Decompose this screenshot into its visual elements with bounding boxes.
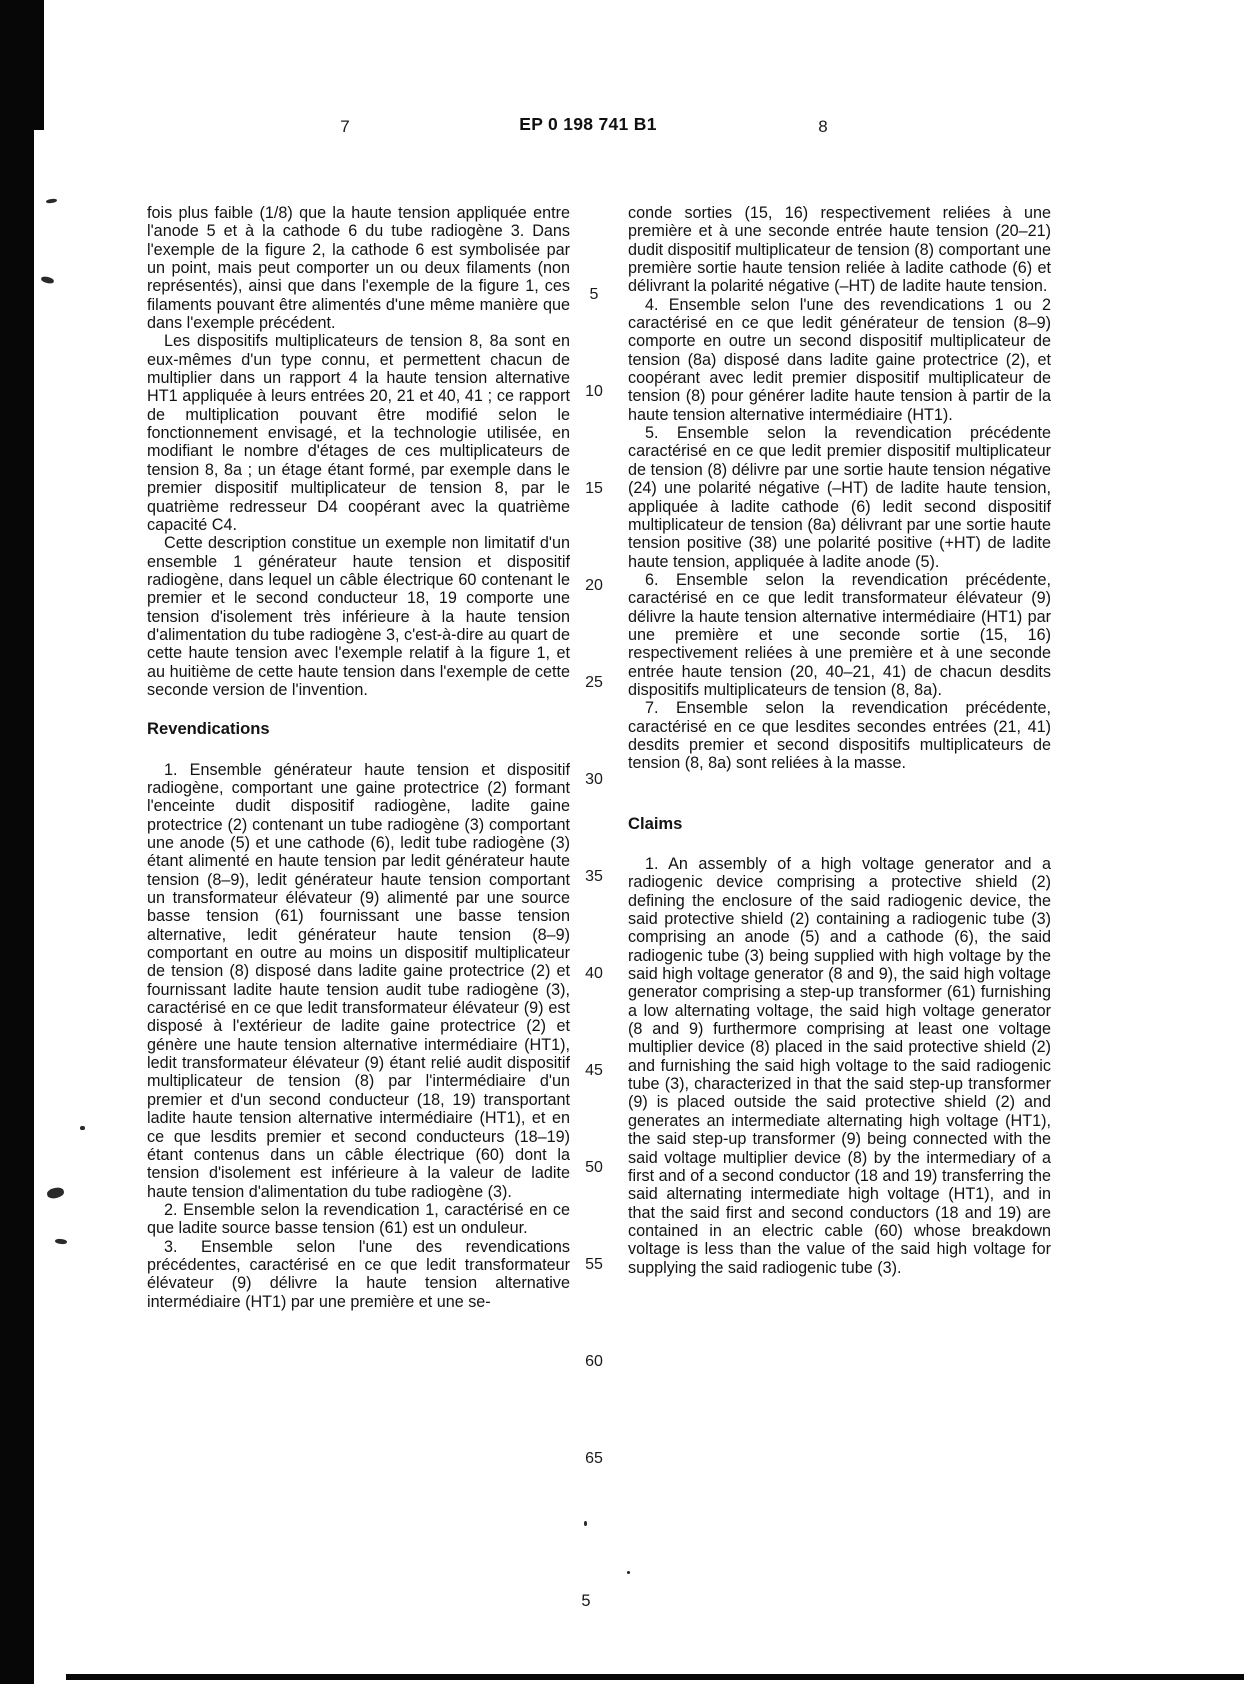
paragraph-description: Les dispositifs multiplicateurs de tension 8, 8a sont en eux-mêmes d'un type connu, et permettent chacun de multiplier dans un rapport 4 la haute tension alternative HT1 appliquée à leurs entrées 20, 21 et 40, 41 ; ce rapport de multiplication pouvant être modifié selon le fonctionnement envisagé, et la technologie utilisée, en modifiant le nombre d'étages de ces multiplicateurs de tension 8, 8a ; un étage étant formé, par exemple dans le premier dispositif multiplicateur de tension 8, par le quatrième redresseur D4 coopérant avec la quatrième capacité C4. — [147, 332, 570, 534]
gutter-line-number: 60 — [585, 1353, 603, 1370]
left-text-column — [147, 204, 570, 1311]
claim-fr-6: 6. Ensemble selon la revendication précédente, caractérisé en ce que ledit transformateur élévateur (9) délivre la haute tension alternative intermédiaire (HT1) par une première et une seconde sortie (15, 16) respectivement reliées à une première et à une seconde entrée haute tension (20, 40–21, 41) de chacun desdits dispositifs multiplicateurs de tension (8, 8a). — [628, 570, 1051, 699]
scan-speck — [80, 1126, 85, 1130]
scan-artifact-left-bar-notch — [0, 0, 44, 130]
scan-speck — [55, 1238, 67, 1244]
scan-artifact-bottom-line — [66, 1674, 1244, 1680]
section-heading-revendications: Revendications — [147, 719, 270, 739]
gutter-line-number: 45 — [585, 1062, 603, 1079]
gutter-line-number: 55 — [585, 1256, 603, 1273]
paragraph-description-continuation: fois plus faible (1/8) que la haute tension appliquée entre l'anode 5 et à la cathode 6 du tube radiogène 3. Dans l'exemple de la figure 2, la cathode 6 est symbolisée par un point, mais peut comporter un ou deux filaments (non représentés), ainsi que dans l'exemple de la figure 1, ces filaments pouvant être alimentés d'une même manière que dans l'exemple précédent. — [147, 204, 570, 333]
scan-artifact-left-bar — [0, 0, 34, 1684]
claim-fr-5: 5. Ensemble selon la revendication précédente caractérisé en ce que ledit premier dispositif multiplicateur de tension (8) délivre par une sortie haute tension négative (24) une polarité négative (–HT) de ladite haute tension, appliquée à ladite cathode (6) ledit second dispositif multiplicateur de tension (8a) délivrant par une sortie haute tension positive (38) une polarité positive (+HT) de ladite haute tension, appliquée à ladite anode (5). — [628, 424, 1051, 571]
scan-speck — [584, 1521, 587, 1526]
gutter-line-number: 15 — [585, 480, 603, 497]
gutter-line-number: 40 — [585, 965, 603, 982]
gutter-line-number: 65 — [585, 1450, 603, 1467]
claim-fr-7: 7. Ensemble selon la revendication précédente, caractérisé en ce que lesdites secondes entrées (21, 41) desdits premier et second dispositifs multiplicateurs de tension (8, 8a) sont reliées à la masse. — [628, 699, 1051, 773]
claim-fr-4: 4. Ensemble selon l'une des revendications 1 ou 2 caractérisé en ce que ledit générateur de tension (8–9) comporte en outre un second dispositif multiplicateur de tension (8a) disposé dans ladite gaine protectrice (2), et coopérant avec ledit premier dispositif multiplicateur de tension (8) pour générer ladite haute tension à partir de la haute tension alternative intermédiaire (HT1). — [628, 295, 1051, 424]
gutter-line-number: 30 — [585, 771, 603, 788]
scan-speck — [46, 1186, 65, 1199]
gutter-line-number: 50 — [585, 1159, 603, 1176]
scan-speck — [627, 1571, 630, 1574]
claim-fr-3-partial: 3. Ensemble selon l'une des revendications précédentes, caractérisé en ce que ledit transformateur élévateur (9) délivre la haute tension alternative intermédiaire (HT1) par une première et une se- — [147, 1237, 570, 1311]
gutter-line-number: 10 — [585, 383, 603, 400]
section-heading-claims: Claims — [628, 813, 683, 833]
gutter-line-number: 35 — [585, 868, 603, 885]
paragraph-description: Cette description constitue un exemple non limitatif d'un ensemble 1 générateur haute tension et dispositif radiogène, dans lequel un câble électrique 60 contenant le premier et le second conducteur 18, 19 comporte une tension d'isolement très inférieure à la haute tension d'alimentation du tube radiogène 3, c'est-à-dire au quart de cette haute tension avec l'exemple relatif à la figure 1, et au huitième de cette haute tension dans l'exemple de cette seconde version de l'invention. — [147, 534, 570, 699]
claim-fr-1: 1. Ensemble générateur haute tension et dispositif radiogène, comportant une gaine protectrice (2) formant l'enceinte dudit dispositif radiogène, ladite gaine protectrice (2) contenant un tube radiogène (3) comportant une anode (5) et une cathode (6), ledit tube radiogène (3) étant alimenté en haute tension par ledit générateur haute tension (8–9), ledit générateur haute tension comportant un transformateur élévateur (9) alimenté par une source basse tension (61) fournissant une basse tension alternative, ledit générateur haute tension (8–9) comportant en outre au moins un dispositif multiplicateur de tension (8) disposé dans ladite gaine protectrice (2) et fournissant ladite haute tension audit tube radiogène (3), caractérisé en ce que ledit transformateur élévateur (9) est disposé à l'extérieur de ladite gaine protectrice (2) et génère une haute tension alternative intermédiaire (HT1), ledit transformateur élévateur (9) étant relié audit dispositif multiplicateur de tension (8) par l'intermédiaire d'un premier et d'un second conducteur (18, 19) transportant ladite haute tension alternative intermédiaire (HT1), et en ce que lesdits premier et second conducteurs (18–19) étant contenus dans un câble électrique (60) dont la tension d'isolement est inférieure à la valeur de ladite haute tension d'alimentation du tube radiogène (3). — [147, 760, 570, 1201]
scan-speck — [46, 198, 57, 203]
gutter-line-number: 25 — [585, 674, 603, 691]
scan-speck — [40, 276, 54, 285]
right-text-column — [628, 204, 1051, 1277]
claim-fr-3-continuation: conde sorties (15, 16) respectivement reliées à une première et à une seconde entrée haute tension (20–21) dudit dispositif multiplicateur de tension (8) comportant une première sortie haute tension reliée à ladite cathode (6) et délivrant la polarité négative (–HT) de ladite haute tension. — [628, 204, 1051, 296]
footer-page-number: 5 — [581, 1592, 591, 1610]
claim-fr-2: 2. Ensemble selon la revendication 1, caractérisé en ce que ladite source basse tension (61) est un onduleur. — [147, 1200, 570, 1238]
header-page-number-right: 8 — [818, 117, 828, 136]
claim-en-1: 1. An assembly of a high voltage generator and a radiogenic device comprising a protective shield (2) defining the enclosure of the said radiogenic device, the said protective shield (2) containing a radiogenic tube (3) comprising an anode (5) and a cathode (6), the said radiogenic tube (3) being supplied with high voltage by the said high voltage generator (8 and 9), the said high voltage generator comprising a step-up transformer (61) furnishing a low alternating voltage, the said high voltage generator (8 and 9) furthermore comprising at least one voltage multiplier device (8) placed in the said protective shield (2) and furnishing the said high voltage to the said radiogenic tube (3), characterized in that the said step-up transformer (9) is placed outside the said protective shield (2) and generates an intermediate alternating high voltage (HT1), the said step-up transformer (9) being connected with the said voltage multiplier device (8) by the intermediary of a first and of a second conductor (18 and 19) transferring the said alternating intermediate high voltage (HT1), and in that the said first and second conductors (18 and 19) are contained in an electric cable (60) whose breakdown voltage is less than the value of the said high voltage for supplying the said radiogenic tube (3). — [628, 855, 1051, 1277]
document-number: EP 0 198 741 B1 — [519, 114, 657, 134]
gutter-line-number: 5 — [589, 286, 599, 303]
header-page-number-left: 7 — [340, 117, 350, 136]
gutter-line-number: 20 — [585, 577, 603, 594]
